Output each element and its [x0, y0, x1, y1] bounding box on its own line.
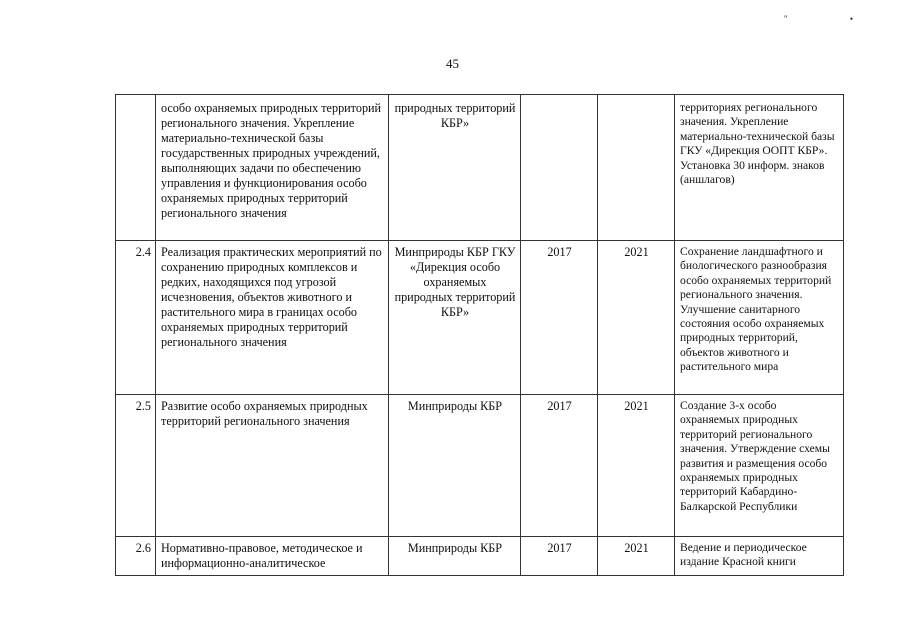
measure-name: Реализация практических мероприятий по сохранению природных комплексов и редких, находящихся под угрозой исчезновения, объектов животного и растительного мира в границах особо охраняемых природных территорий регионального значения — [156, 241, 389, 395]
executor: Минприроды КБР — [389, 537, 521, 576]
expected-result: Ведение и периодическое издание Красной книги — [675, 537, 844, 576]
measure-name: Нормативно-правовое, методическое и информационно-аналитическое — [156, 537, 389, 576]
executor: Минприроды КБР ГКУ «Дирекция особо охраняемых природных территорий КБР» — [389, 241, 521, 395]
expected-result: территориях регионального значения. Укрепление материально-технической базы ГКУ «Дирекция ООПТ КБР». Установка 30 информ. знаков (аншлагов) — [675, 95, 844, 241]
end-year: 2021 — [598, 537, 675, 576]
measure-name: Развитие особо охраняемых природных территорий регионального значения — [156, 395, 389, 537]
measure-name: особо охраняемых природных территорий регионального значения. Укрепление материально-технической базы государственных природных учреждений, выполняющих задачи по обеспечению управления и функционирования особо охраняемых природных территорий регионального значения — [156, 95, 389, 241]
table-row — [116, 241, 844, 395]
end-year: 2021 — [598, 241, 675, 395]
row-number — [116, 95, 156, 241]
end-year: 2021 — [598, 395, 675, 537]
table-row — [116, 95, 844, 241]
start-year: 2017 — [521, 537, 598, 576]
measures-table — [115, 94, 844, 576]
start-year: 2017 — [521, 241, 598, 395]
executor: природных территорий КБР» — [389, 95, 521, 241]
expected-result: Сохранение ландшафтного и биологического разнообразия особо охраняемых территорий регионального значения. Улучшение санитарного состояния особо охраняемых природных территорий, объектов животного и растительного мира — [675, 241, 844, 395]
row-number: 2.6 — [116, 537, 156, 576]
end-year — [598, 95, 675, 241]
scan-corner-marks: " • — [783, 14, 883, 24]
page-number: 45 — [446, 56, 459, 71]
table-row — [116, 395, 844, 537]
start-year: 2017 — [521, 395, 598, 537]
start-year — [521, 95, 598, 241]
row-number: 2.4 — [116, 241, 156, 395]
table-row — [116, 537, 844, 576]
executor: Минприроды КБР — [389, 395, 521, 537]
row-number: 2.5 — [116, 395, 156, 537]
expected-result: Создание 3-х особо охраняемых природных территорий регионального значения. Утверждение схемы развития и размещения особо охраняемых природных территорий Кабардино-Балкарской Республики — [675, 395, 844, 537]
